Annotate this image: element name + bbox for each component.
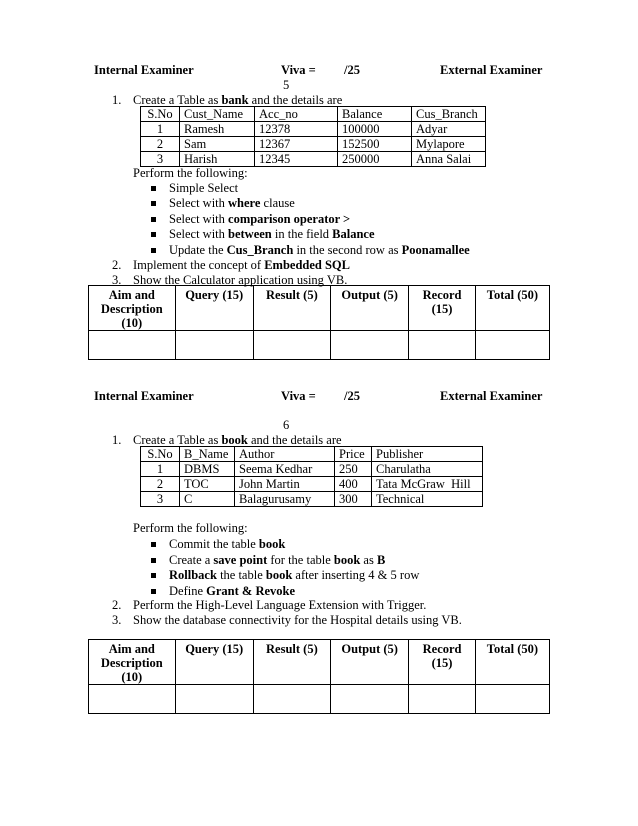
bullet-item: Commit the table book [169,537,286,551]
bullet-square-icon [151,589,156,594]
marks-cell [89,685,176,714]
perform-heading: Perform the following: [133,166,248,180]
question-number: 1. [112,433,122,447]
table-cell: 1 [141,462,180,477]
marks-header-aim: Aim and Description (10) [89,640,176,685]
table-cell: 152500 [338,137,412,152]
table-header-cell: Author [235,447,335,462]
question-set-number: 6 [283,418,290,432]
question-2: Implement the concept of Embedded SQL [133,258,350,272]
table-header-cell: B_Name [180,447,235,462]
question-number: 3. [112,613,122,627]
question-number: 3. [112,273,122,287]
marks-header-row [89,286,550,331]
table-header-cell: Cust_Name [180,107,255,122]
table-cell: DBMS [180,462,235,477]
table-cell: Balagurusamy [235,492,335,507]
question-1: Create a Table as book and the details are [133,433,342,447]
table-cell: Harish [180,152,255,167]
table-cell: John Martin [235,477,335,492]
marks-cell [89,331,176,360]
table-row [141,137,486,152]
question-3: Show the database connectivity for the Hospital details using VB. [133,613,462,627]
bullet-square-icon [151,542,156,547]
table-cell: Charulatha [372,462,483,477]
marks-entry-row [89,331,550,360]
viva-label: Viva = [281,389,316,403]
marks-cell [175,685,253,714]
marks-cell [409,331,476,360]
viva-score: /25 [344,389,360,403]
table-cell: C [180,492,235,507]
marks-cell [475,331,549,360]
marks-header-total: Total (50) [475,286,549,331]
table-header-cell: S.No [141,107,180,122]
question-2: Perform the High-Level Language Extension with Trigger. [133,598,427,612]
marks-header-result: Result (5) [253,286,330,331]
marks-header-aim: Aim and Description (10) [89,286,176,331]
marks-header-total: Total (50) [475,640,549,685]
marks-header-query: Query (15) [175,640,253,685]
question-3: Show the Calculator application using VB. [133,273,348,287]
table-cell: 250 [335,462,372,477]
bullet-square-icon [151,573,156,578]
book-table [140,446,483,507]
table-row [141,152,486,167]
bullet-square-icon [151,217,156,222]
table-row [141,462,483,477]
bullet-square-icon [151,186,156,191]
table-cell: 300 [335,492,372,507]
marks-cell [331,685,409,714]
bullet-square-icon [151,248,156,253]
marks-table [88,285,550,360]
table-cell: 12367 [255,137,338,152]
marks-header-record: Record (15) [409,286,476,331]
table-cell: 12378 [255,122,338,137]
table-cell: Seema Kedhar [235,462,335,477]
table-header-cell: Acc_no [255,107,338,122]
table-cell: Sam [180,137,255,152]
table-cell: 3 [141,492,180,507]
marks-header-output: Output (5) [331,286,409,331]
marks-cell [253,331,330,360]
marks-header-output: Output (5) [331,640,409,685]
external-examiner-label: External Examiner [440,63,543,77]
question-set-number: 5 [283,78,290,92]
table-header-cell: Cus_Branch [412,107,486,122]
table-cell: TOC [180,477,235,492]
marks-header-row [89,640,550,685]
internal-examiner-label: Internal Examiner [94,63,194,77]
viva-score: /25 [344,63,360,77]
bullet-item: Create a save point for the table book as B [169,553,386,567]
table-cell: 400 [335,477,372,492]
bullet-item: Select with comparison operator > [169,212,351,226]
marks-cell [253,685,330,714]
marks-entry-row [89,685,550,714]
marks-cell [475,685,549,714]
perform-heading: Perform the following: [133,521,248,535]
table-cell: 12345 [255,152,338,167]
table-header-row [141,447,483,462]
marks-cell [331,331,409,360]
marks-header-query: Query (15) [175,286,253,331]
table-header-cell: S.No [141,447,180,462]
table-cell: 2 [141,477,180,492]
table-cell: Anna Salai [412,152,486,167]
table-header-cell: Publisher [372,447,483,462]
bullet-square-icon [151,201,156,206]
marks-header-result: Result (5) [253,640,330,685]
marks-header-record: Record (15) [409,640,476,685]
bullet-item: Update the Cus_Branch in the second row as Poonamallee [169,243,470,257]
question-number: 2. [112,258,122,272]
question-number: 2. [112,598,122,612]
table-header-cell: Price [335,447,372,462]
table-cell: Ramesh [180,122,255,137]
table-row [141,122,486,137]
table-header-row [141,107,486,122]
bullet-square-icon [151,558,156,563]
marks-table [88,639,550,714]
external-examiner-label: External Examiner [440,389,543,403]
question-number: 1. [112,93,122,107]
table-cell: Mylapore [412,137,486,152]
table-cell: 3 [141,152,180,167]
bullet-item: Simple Select [169,181,239,195]
table-row [141,492,483,507]
table-row [141,477,483,492]
table-cell: 250000 [338,152,412,167]
table-cell: Adyar [412,122,486,137]
internal-examiner-label: Internal Examiner [94,389,194,403]
table-cell: Technical [372,492,483,507]
marks-cell [409,685,476,714]
bullet-square-icon [151,232,156,237]
table-cell: Tata McGraw Hill [372,477,483,492]
table-cell: 100000 [338,122,412,137]
bullet-item: Rollback the table book after inserting 4 & 5 row [169,568,420,582]
viva-label: Viva = [281,63,316,77]
bank-table [140,106,486,167]
table-header-cell: Balance [338,107,412,122]
question-1: Create a Table as bank and the details are [133,93,343,107]
bullet-item: Define Grant & Revoke [169,584,296,598]
marks-cell [175,331,253,360]
table-cell: 2 [141,137,180,152]
bullet-item: Select with where clause [169,196,295,210]
table-cell: 1 [141,122,180,137]
bullet-item: Select with between in the field Balance [169,227,375,241]
